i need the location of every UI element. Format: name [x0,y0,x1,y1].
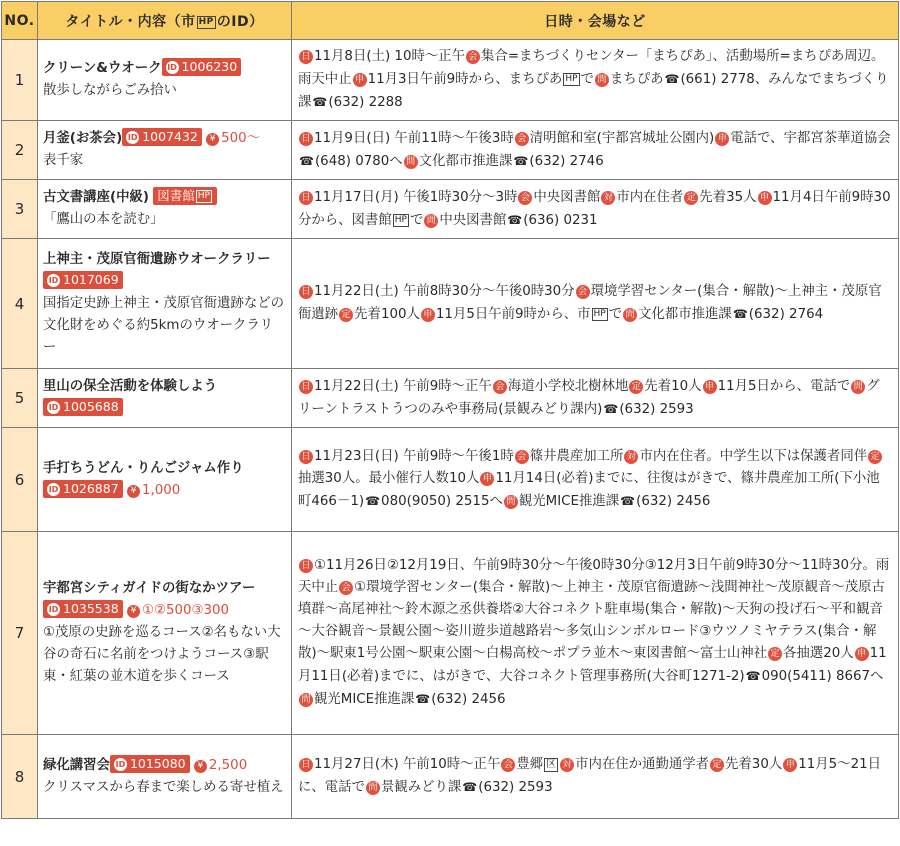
id-badge[interactable] [162,58,242,76]
phone-icon: ☎ [603,401,619,416]
inquiry-phone: (636) 0231 [523,212,598,228]
event-venue: 篠井農産加工所 [529,449,624,464]
inquiry-icon: 問 [404,155,418,169]
event-title: 宇都宮シティガイドの街なかツアー [43,581,256,596]
event-title-cell [38,369,292,428]
event-detail [292,369,899,428]
event-id: 1017069 [63,271,119,287]
event-date: 11月22日(土) 午前8時30分～午後0時30分 [314,284,575,299]
event-detail [292,735,899,819]
event-date: 11月17日(月) 午後1時30分～3時 [314,189,518,205]
date-icon: 日 [299,758,313,772]
event-apply: 11月5日から、電話で [717,378,851,394]
apply-phone: 090(5411) 8667へ [761,669,884,684]
table-row [2,735,899,819]
inquiry-name: 中央図書館 [439,212,507,228]
date-icon: 日 [299,50,313,64]
event-detail [292,40,899,121]
event-date: 11月22日(土) 午前9時～正午 [314,378,492,394]
event-description: 「鷹山の本を読む」 [43,212,164,227]
event-target: 市内在住者 [616,189,684,205]
event-date: ①11月26日②12月19日、午前9時30分～午後0時30分③12月3日午前9時30分～11時30分。雨天中止 [298,558,890,595]
row-number: 3 [2,180,38,239]
library-badge[interactable] [153,187,217,205]
inquiry-phone: (632) 2456 [431,692,506,707]
event-venue: 清明館和室(宇都宮城址公園内) [529,130,715,146]
id-icon: ID [127,133,138,142]
id-badge[interactable] [43,271,123,289]
id-badge[interactable] [122,128,202,146]
event-description: 国指定史跡上神主・茂原官衙遺跡などの文化財をめぐる約5kmのウオークラリー [43,295,285,355]
inquiry-icon: 問 [623,308,637,322]
event-apply-suffix: で [580,72,594,87]
id-icon: ID [48,275,59,285]
homepage-icon: HP [198,16,214,27]
date-icon: 日 [299,285,313,299]
event-venue: 中央図書館 [533,189,601,205]
header-row [2,2,899,40]
homepage-icon: HP [394,214,407,225]
inquiry-phone: (661) 2778、みんなでまちづくり課 [298,72,889,110]
row-number: 6 [2,428,38,532]
event-description: クリスマスから春まで楽しめる寄せ植え [43,779,284,795]
inquiry-name: 観光MICE推進課 [518,494,620,509]
event-apply-suffix: で [608,307,623,322]
event-title: 月釜(お茶会) [43,131,123,146]
table-row [2,239,899,369]
event-detail [292,239,899,369]
event-title-cell [38,239,292,369]
header-title: タイトル・内容（市 HP のID） [38,2,292,40]
phone-icon: ☎ [513,153,529,168]
event-detail [292,532,899,735]
phone-icon: ☎ [620,494,636,508]
inquiry-phone: (632) 2593 [478,780,553,795]
id-badge[interactable] [43,600,123,618]
fee-amount: 500～ [221,131,261,146]
event-title: 里山の保全活動を体験しよう [43,379,218,394]
event-title-cell [38,428,292,532]
fee-amount: ①②500③300 [141,603,230,618]
apply-icon: 申 [703,380,717,394]
event-title-cell [38,735,292,819]
phone-icon: ☎ [365,494,381,508]
event-id: 1035538 [63,601,119,616]
event-apply: 11月5～21日に、電話で [298,757,882,795]
event-title: 緑化講習会 [43,757,110,773]
row-number: 4 [2,239,38,369]
homepage-icon: HP [593,309,606,319]
event-title-cell [38,121,292,180]
event-apply-suffix: で [409,212,424,228]
target-icon: 対 [560,758,574,772]
date-icon: 日 [299,380,313,394]
event-apply: 11月4日午前9時30分から、図書館 [298,189,891,228]
fee-amount: 2,500 [208,757,248,773]
fee [194,758,247,773]
id-icon: ID [48,605,59,614]
venue-icon: 会 [339,581,353,595]
event-apply: 電話で、宇都宮茶華道協会 [730,130,891,146]
table-row [2,121,899,180]
event-capacity: 先着30人 [725,757,783,772]
apply-icon: 申 [715,132,729,146]
id-icon: ID [48,484,59,494]
event-detail [292,121,899,180]
apply-icon: 申 [353,73,367,87]
inquiry-icon: 問 [366,781,380,795]
table-row [2,180,899,239]
event-apply: 11月3日午前9時から、まちぴあ [367,72,563,87]
event-date: 11月23日(日) 午前9時～午後1時 [314,449,514,464]
ward-icon: 区 [546,759,557,770]
event-capacity: 先着10人 [644,378,702,394]
date-icon: 日 [299,559,313,573]
venue-icon: 会 [501,758,515,772]
phone-icon: ☎ [507,212,523,227]
event-apply: 11月5日午前9時から、市 [435,307,591,322]
date-icon: 日 [299,191,313,205]
capacity-icon: 定 [684,191,698,205]
inquiry-phone: (632) 2764 [748,307,824,322]
event-date: 11月8日(土) 10時～正午 [314,49,466,64]
yen-icon: ¥ [206,133,219,146]
inquiry-phone: (632) 2288 [328,95,403,110]
yen-icon: ¥ [127,605,140,618]
event-detail [292,180,899,239]
target-icon: 対 [624,450,638,464]
table-row [2,369,899,428]
phone-icon: ☎ [732,307,748,321]
capacity-icon: 定 [868,450,882,464]
inquiry-phone: (632) 2746 [529,153,604,169]
row-number: 5 [2,369,38,428]
row-number: 8 [2,735,38,819]
fee [206,131,260,146]
table-row [2,532,899,735]
inquiry-name: 観光MICE推進課 [314,692,415,707]
venue-icon: 会 [493,380,507,394]
event-description: 表千家 [43,153,84,168]
row-number: 2 [2,121,38,180]
inquiry-name: まちぴあ [609,72,664,87]
id-icon: ID [115,759,126,769]
apply-icon: 申 [758,191,772,205]
event-id: 1005688 [63,399,119,414]
event-target: 市内在住者。中学生以下は保護者同伴 [639,449,868,464]
id-badge[interactable] [110,755,190,773]
event-title-cell [38,180,292,239]
event-capacity: 抽選30人。最小催行人数10人 [298,471,480,486]
inquiry-icon: 問 [504,495,518,509]
date-icon: 日 [299,450,313,464]
inquiry-icon: 問 [595,73,609,87]
fee-amount: 1,000 [141,482,181,498]
fee [127,603,229,618]
table-row [2,40,899,121]
header-no: NO. [2,2,38,40]
apply-icon: 申 [855,647,869,661]
inquiry-name: 文化都市推進課 [418,153,513,169]
events-table [1,1,899,819]
event-date: 11月27日(木) 午前10時～正午 [314,757,501,772]
apply-phone: 080(9050) 2515へ [381,494,503,509]
inquiry-name: 文化都市推進課 [638,307,732,322]
event-title: 上神主・茂原官衙遺跡ウオークラリー [43,251,271,267]
row-number: 7 [2,532,38,735]
inquiry-icon: 問 [299,693,313,707]
event-capacity: 先着100人 [354,307,420,322]
event-title: 古文書講座(中級) [43,190,149,205]
event-apply: 11月11日(必着)までに、はがきで、大谷コネクト管理事務所(大谷町1271-2) [298,646,887,684]
table-row [2,428,899,532]
event-title-cell [38,40,292,121]
capacity-icon: 定 [629,380,643,394]
id-badge[interactable] [43,480,123,498]
event-capacity: 先着35人 [699,189,757,205]
capacity-icon: 定 [710,758,724,772]
inquiry-name: 景観みどり課 [380,780,462,795]
inquiry-name: グリーントラストうつのみや事務局(景観みどり課内) [298,378,880,417]
venue-icon: 会 [466,50,480,64]
event-venue: 環境学習センター(集合・解散)～上神主・茂原官衙遺跡 [298,284,882,322]
event-title: 手打ちうどん・りんごジャム作り [43,460,244,476]
yen-icon: ¥ [194,760,207,773]
event-description: ①茂原の史跡を巡るコース②名もない大谷の奇石に名前をつけようコース③駅東・紅葉の並木道を歩くコース [43,625,281,684]
apply-phone: (648) 0780へ [314,153,403,169]
event-title: クリーン&ウオーク [43,61,162,76]
id-badge[interactable] [43,398,123,416]
venue-icon: 会 [515,450,529,464]
homepage-icon: HP [565,74,578,84]
row-number: 1 [2,40,38,121]
inquiry-icon: 問 [424,214,438,228]
id-icon: ID [167,63,177,72]
event-apply: 11月14日(必着)までに、往復はがきで、篠井農産加工所(下小池町466－1) [298,471,880,509]
event-venue: 海道小学校北樹林地 [507,378,629,394]
target-icon: 対 [601,191,615,205]
event-date: 11月9日(日) 午前11時～午後3時 [314,130,514,146]
apply-icon: 申 [783,758,797,772]
event-venue: 豊郷 [516,757,544,772]
yen-icon: ¥ [127,485,140,498]
phone-icon: ☎ [312,95,328,109]
event-venue: 集合=まちづくりセンター「まちぴあ」、活動場所=まちぴあ周辺。雨天中止 [298,49,885,87]
library-label: 図書館 [157,188,195,203]
capacity-icon: 定 [768,647,782,661]
event-id: 1015080 [129,755,186,771]
event-description: 散歩しながらごみ拾い [43,83,177,98]
venue-icon: 会 [576,285,590,299]
event-id: 1026887 [63,480,119,496]
venue-icon: 会 [515,132,529,146]
event-detail [292,428,899,532]
phone-icon: ☎ [664,72,680,86]
venue-icon: 会 [518,191,532,205]
inquiry-icon: 問 [851,380,865,394]
apply-icon: 申 [421,308,435,322]
event-target: 市内在住か通勤通学者 [575,757,710,772]
phone-icon: ☎ [415,692,431,706]
apply-icon: 申 [480,472,494,486]
inquiry-phone: (632) 2593 [619,401,694,417]
phone-icon: ☎ [745,669,761,683]
event-id: 1006230 [181,59,238,74]
capacity-icon: 定 [339,308,353,322]
phone-icon: ☎ [462,780,478,794]
event-title-cell [38,532,292,735]
homepage-icon: HP [197,191,210,201]
event-capacity: 各抽選20人 [783,646,854,661]
id-icon: ID [48,403,59,412]
phone-icon: ☎ [299,153,314,168]
event-venue: ①環境学習センター(集合・解散)～上神主・茂原官衙遺跡～浅間神社～茂原観音～茂原古墳群～高尾神社～鈴木源之丞供養塔②大谷コネクト駐車場(集合・解散)～天狗の投げ石～平和観音～大谷観音～景観公園～姿川遊歩道越路岩～多気山シンボルロード③ウツノミヤテラス(集合・解散)～駅東1号公園～駅東公園～白楊高校～ポプラ並木～東図書館～富士山神社 [298,580,885,661]
inquiry-phone: (632) 2456 [636,494,711,509]
date-icon: 日 [299,132,313,146]
event-id: 1007432 [142,129,198,144]
fee [127,483,180,498]
header-detail: 日時・会場など [292,2,899,40]
